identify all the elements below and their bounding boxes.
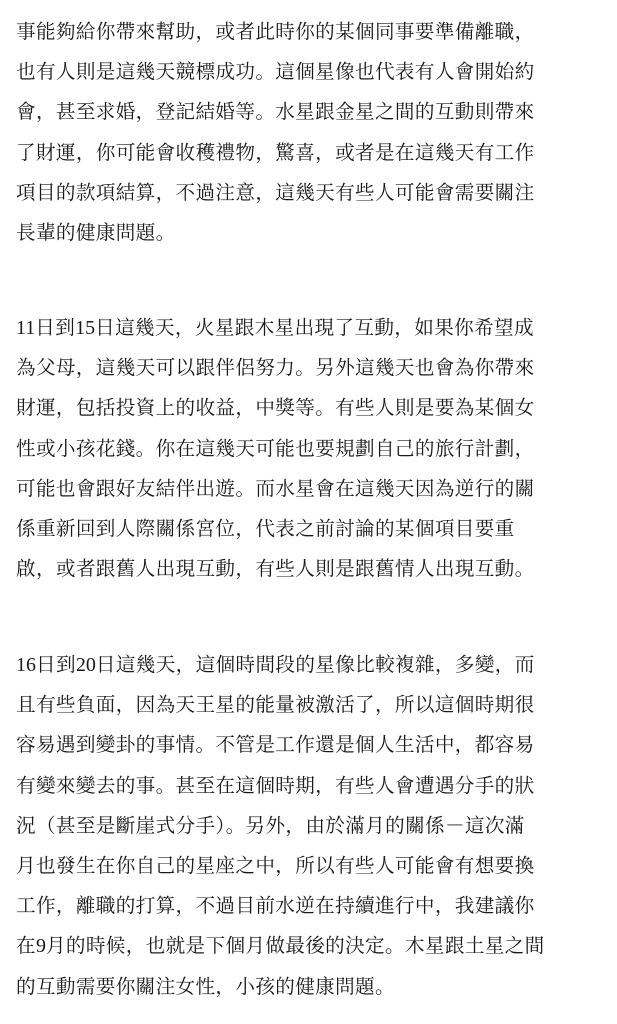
- text-line: 長輩的健康問題。: [16, 220, 176, 244]
- text-line: 係重新回到人際關係宮位，代表之前討論的某個項目要重: [16, 516, 515, 540]
- text-line: 可能也會跟好友結伴出遊。而水星會在這幾天因為逆行的關: [16, 476, 535, 500]
- text-line: 況（甚至是斷崖式分手）。另外，由於滿月的關係－這次滿: [16, 813, 525, 837]
- text-line: 項目的款項結算，不過注意，這幾天有些人可能會需要關注: [16, 180, 535, 204]
- paragraph: [16, 12, 535, 253]
- text-line: 11日到15日這幾天，火星跟木星出現了互動，如果你希望成: [16, 316, 534, 339]
- paragraph: [16, 308, 535, 589]
- text-line: 16日到20日這幾天，這個時間段的星像比較複雜，多變，而: [16, 653, 535, 676]
- text-line: 有變來變去的事。甚至在這個時期，有些人會遭遇分手的狀: [16, 773, 535, 797]
- text-line: 財運，包括投資上的收益，中獎等。有些人則是要為某個女: [16, 396, 535, 420]
- text-line: 工作，離職的打算，不過目前水逆在持續進行中，我建議你: [16, 894, 535, 918]
- text-line: 性或小孩花錢。你在這幾天可能也要規劃自己的旅行計劃，: [16, 436, 535, 460]
- text-line: 會，甚至求婚，登記結婚等。水星跟金星之間的互動則帶來: [16, 100, 535, 124]
- text-line: 啟，或者跟舊人出現互動，有些人則是跟舊情人出現互動。: [16, 557, 535, 581]
- text-line: 了財運，你可能會收穫禮物，驚喜，或者是在這幾天有工作: [16, 140, 535, 164]
- text-line: 事能夠給你帶來幫助，或者此時你的某個同事要準備離職，: [16, 20, 535, 43]
- text-line: 也有人則是這幾天競標成功。這個星像也代表有人會開始約: [16, 60, 535, 84]
- text-line: 且有些負面，因為天王星的能量被激活了，所以這個時期很: [16, 693, 535, 717]
- text-line: 在9月的時候，也就是下個月做最後的決定。木星跟土星之間: [16, 934, 545, 958]
- text-line: 月也發生在你自己的星座之中，所以有些人可能會有想要換: [16, 853, 535, 877]
- paragraph: [16, 645, 545, 1007]
- text-line: 容易遇到變卦的事情。不管是工作還是個人生活中，都容易: [16, 733, 535, 757]
- text-line: 的互動需要你關注女性，小孩的健康問題。: [16, 974, 395, 998]
- text-line: 為父母，這幾天可以跟伴侶努力。另外這幾天也會為你帶來: [16, 356, 535, 380]
